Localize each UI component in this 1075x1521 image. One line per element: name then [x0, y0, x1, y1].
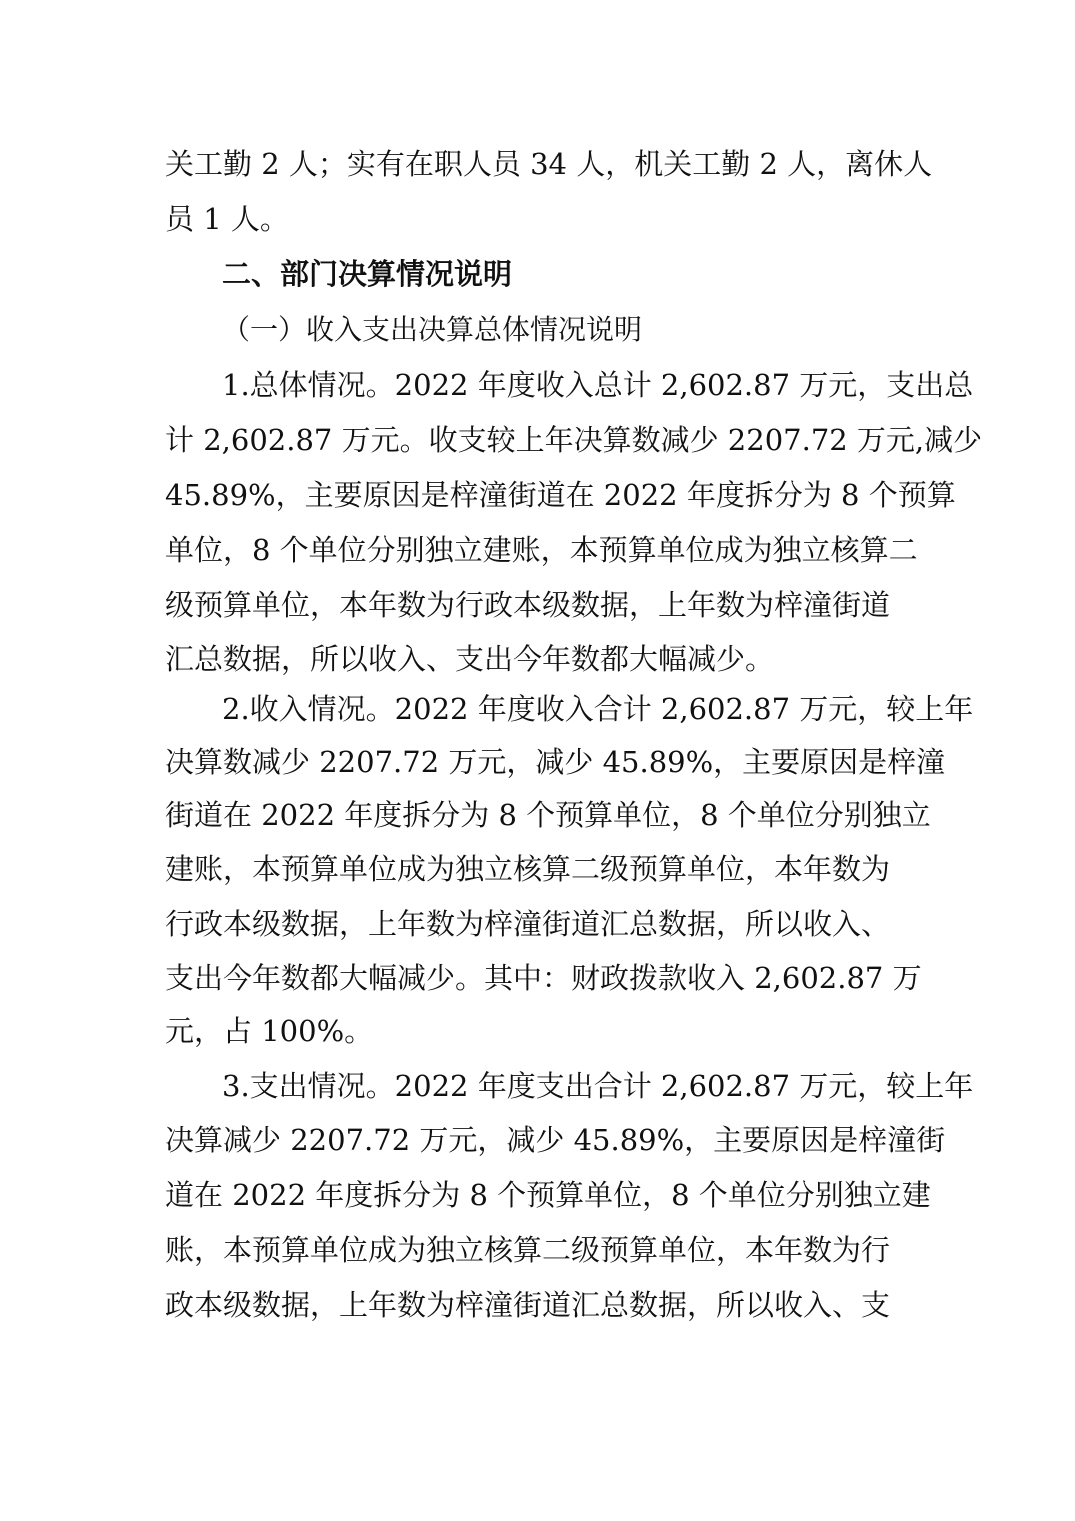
- text-line-11: 2.收入情况。2022 年度收入合计 2,602.87 万元，较上年: [222, 692, 974, 726]
- text-line-2: 员 1 人。: [165, 202, 289, 236]
- text-line-8: 单位，8 个单位分别独立建账，本预算单位成为独立核算二: [165, 533, 918, 567]
- section-heading: 二、部门决算情况说明: [222, 257, 513, 291]
- text-line-19: 决算减少 2207.72 万元，减少 45.89%，主要原因是梓潼街: [165, 1123, 946, 1157]
- text-line-12: 决算数减少 2207.72 万元，减少 45.89%，主要原因是梓潼: [165, 745, 946, 779]
- subsection-heading: （一）收入支出决算总体情况说明: [222, 313, 643, 346]
- text-line-22: 政本级数据，上年数为梓潼街道汇总数据，所以收入、支: [165, 1288, 891, 1322]
- text-line-21: 账，本预算单位成为独立核算二级预算单位，本年数为行: [165, 1233, 891, 1267]
- text-line-6: 计 2,602.87 万元。收支较上年决算数减少 2207.72 万元,减少: [165, 423, 983, 457]
- text-line-15: 行政本级数据，上年数为梓潼街道汇总数据，所以收入、: [165, 907, 891, 941]
- text-line-9: 级预算单位，本年数为行政本级数据，上年数为梓潼街道: [165, 588, 891, 622]
- text-line-16: 支出今年数都大幅减少。其中：财政拨款收入 2,602.87 万: [165, 961, 922, 995]
- text-line-18: 3.支出情况。2022 年度支出合计 2,602.87 万元，较上年: [222, 1069, 974, 1103]
- text-line-10: 汇总数据，所以收入、支出今年数都大幅减少。: [165, 642, 775, 676]
- text-line-7: 45.89%，主要原因是梓潼街道在 2022 年度拆分为 8 个预算: [165, 478, 956, 512]
- text-line-14: 建账，本预算单位成为独立核算二级预算单位，本年数为: [165, 852, 891, 886]
- text-line-1: 关工勤 2 人；实有在职人员 34 人，机关工勤 2 人，离休人: [165, 147, 933, 181]
- text-line-17: 元，占 100%。: [165, 1014, 374, 1048]
- text-line-13: 街道在 2022 年度拆分为 8 个预算单位，8 个单位分别独立: [165, 798, 931, 832]
- text-line-5: 1.总体情况。2022 年度收入总计 2,602.87 万元，支出总: [222, 368, 974, 402]
- text-line-20: 道在 2022 年度拆分为 8 个预算单位，8 个单位分别独立建: [165, 1178, 931, 1212]
